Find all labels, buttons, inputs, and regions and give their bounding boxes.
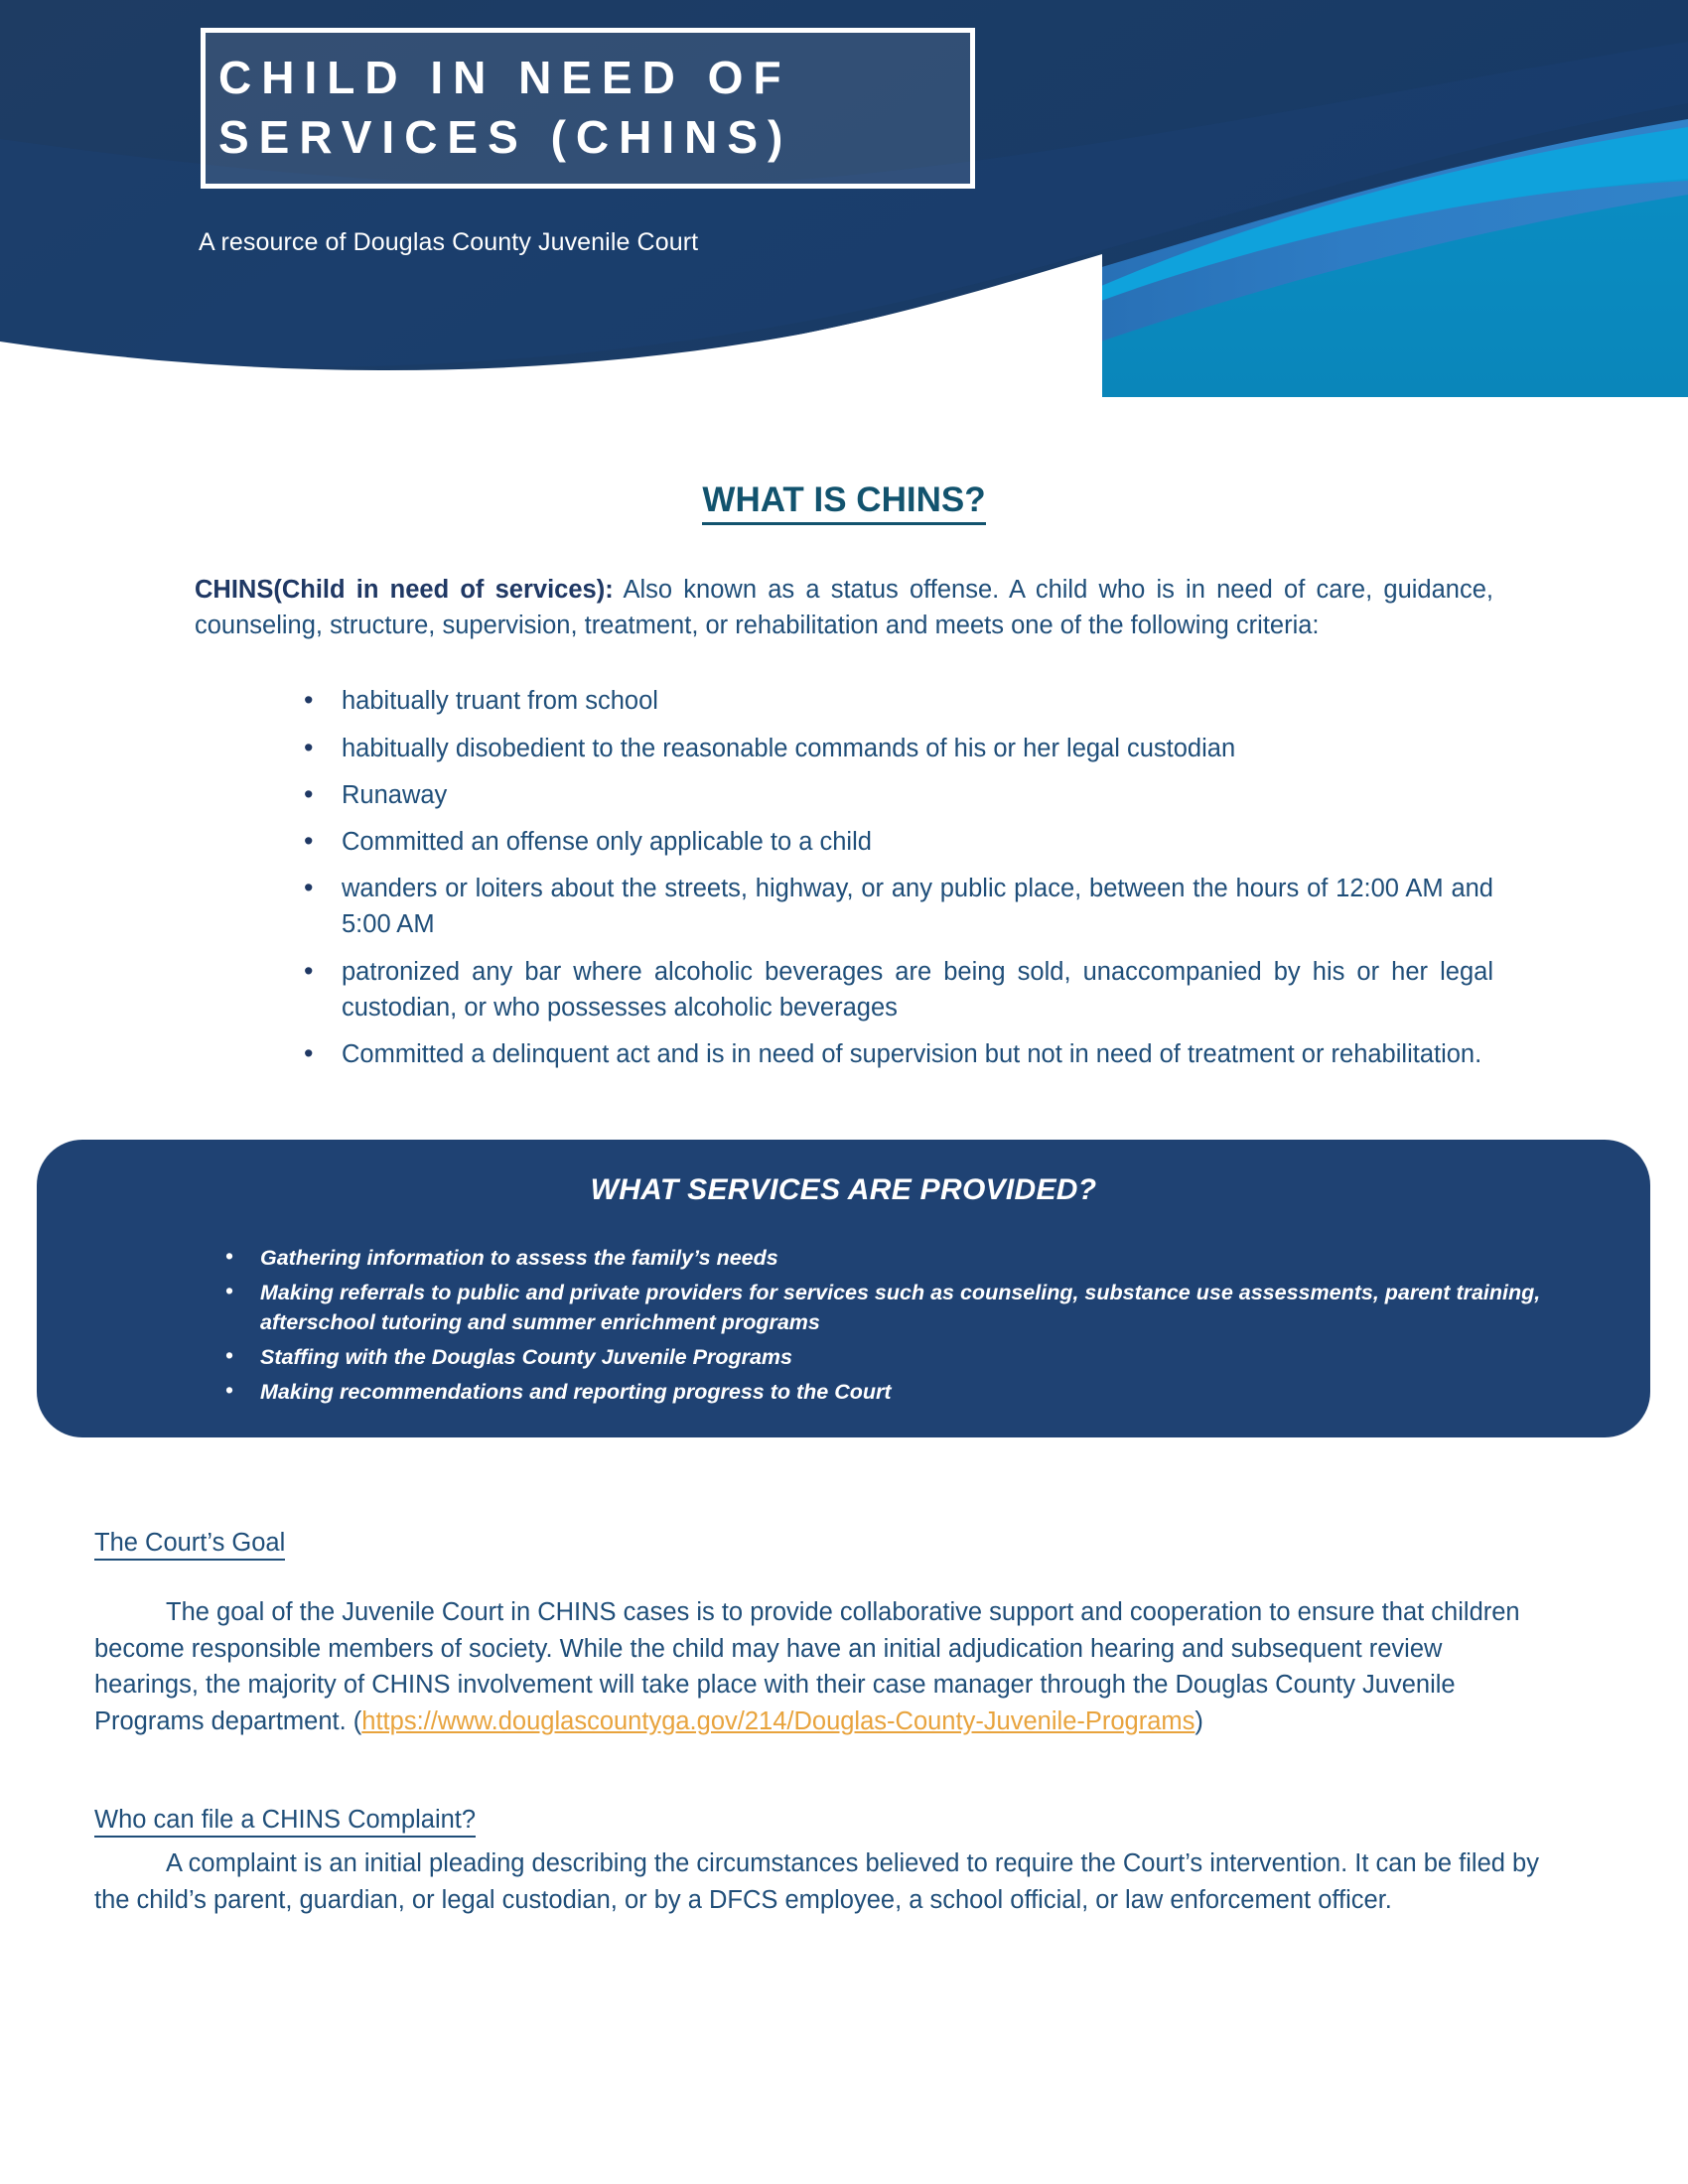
chins-definition-paragraph [195,572,1493,643]
what-is-chins-heading-text: WHAT IS CHINS? [702,480,985,525]
lower-sections [0,1529,1688,1918]
who-can-file-heading: Who can file a CHINS Complaint? [94,1806,476,1838]
list-item: • Committed an offense only applicable to a child [298,824,1493,860]
chins-criteria-list [0,683,1688,1072]
header-subtitle: A resource of Douglas County Juvenile Court [199,228,699,256]
list-item: • Making recommendations and reporting progress to the Court [225,1377,1561,1407]
courts-goal-text-after-link: ) [1195,1707,1203,1736]
courts-goal-heading: The Court’s Goal [94,1529,285,1561]
header-banner [0,0,1688,397]
list-item: • Staffing with the Douglas County Juvenile Programs [225,1342,1561,1372]
title-frame [201,28,975,189]
what-is-chins-heading [0,480,1688,520]
courts-goal-text-before-link: The goal of the Juvenile Court in CHINS cases is to provide collaborative support and cooperation to ensure that children become responsible members of society. While the child may have an initial adjudication hearing and subsequent review hearings, the majority of CHINS involvement will take place with their case manager through the Douglas County Juvenile Programs department. ( [94,1598,1520,1736]
list-item: • Committed a delinquent act and is in need of supervision but not in need of treatment or rehabilitation. [298,1036,1493,1072]
services-list [37,1243,1650,1407]
list-item: • wanders or loiters about the streets, highway, or any public place, between the hours of 12:00 AM and 5:00 AM [298,871,1493,942]
who-can-file-paragraph: A complaint is an initial pleading describing the circumstances believed to require the Court’s intervention. It can be filed by the child’s parent, guardian, or legal custodian, or by a DFCS employee, a school official, or law enforcement officer. [94,1848,1539,1914]
title-line-1: CHILD IN NEED OF [218,52,791,104]
courts-goal-section [0,1529,1688,1740]
chins-definition-body: Also known as a status offense. A child who is in need of care, guidance, counseling, structure, supervision, treatment, or rehabilitation and meets one of the following criteria: [195,576,1493,640]
list-item: • Gathering information to assess the family’s needs [225,1243,1561,1273]
juvenile-programs-link[interactable]: https://www.douglascountyga.gov/214/Douglas-County-Juvenile-Programs [361,1707,1196,1736]
list-item: • habitually truant from school [298,683,1493,719]
who-can-file-section [0,1806,1688,1918]
chins-definition-label: CHINS(Child in need of services): [195,576,614,604]
list-item: • Runaway [298,777,1493,813]
section-spacer [0,1740,1688,1806]
services-heading: WHAT SERVICES ARE PROVIDED? [590,1173,1097,1206]
services-callout-box [37,1140,1650,1437]
list-item: • patronized any bar where alcoholic beverages are being sold, unaccompanied by his or her legal custodian, or who possesses alcoholic beverages [298,954,1493,1025]
list-item: • Making referrals to public and private providers for services such as counseling, substance use assessments, parent training, afterschool tutoring and summer enrichment programs [225,1278,1561,1337]
list-item: • habitually disobedient to the reasonable commands of his or her legal custodian [298,731,1493,766]
main-content [0,397,1688,1083]
title-line-2: SERVICES (CHINS) [218,111,793,163]
courts-goal-paragraph [94,1594,1553,1740]
